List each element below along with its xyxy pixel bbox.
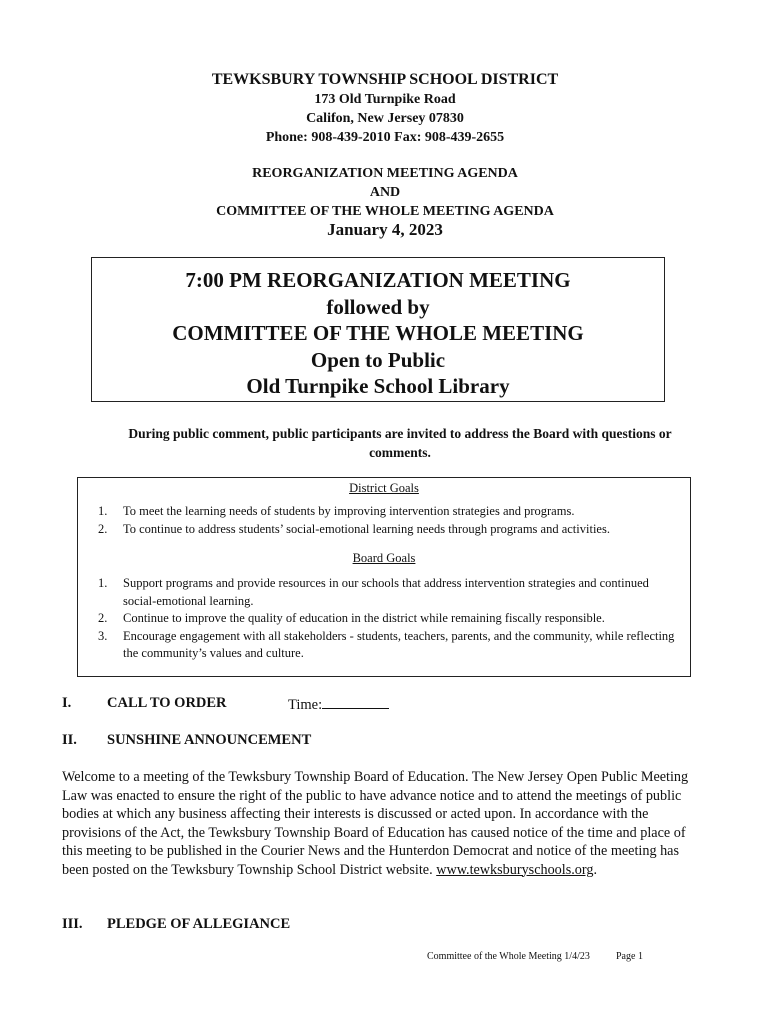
time-field xyxy=(288,695,389,714)
list-item: 1. Support programs and provide resources in our schools that address intervention strategies and continued social-emotional learning. xyxy=(98,576,649,608)
district-address: 173 Old Turnpike Road xyxy=(314,92,456,107)
website-link[interactable]: www.tewksburyschools.org xyxy=(436,861,594,878)
list-item: 2. To continue to address students’ social-emotional learning needs through programs and activities. xyxy=(98,521,610,536)
list-item: 2. Continue to improve the quality of education in the district while remaining fiscally responsible. xyxy=(98,611,605,625)
agenda-title-line2: AND xyxy=(369,185,401,200)
list-item: 1. To meet the learning needs of students by improving intervention strategies and programs. xyxy=(98,504,575,518)
board-goals-list xyxy=(98,575,678,663)
list-item: 3. Encourage engagement with all stakeholders - students, teachers, parents, and the community, while reflecting the community’s values and culture. xyxy=(98,628,675,660)
meeting-box-line4: Open to Public xyxy=(310,347,446,372)
meeting-date: January 4, 2023 xyxy=(327,220,443,239)
sunshine-announcement-text: Welcome to a meeting of the Tewksbury Township Board of Education. The New Jersey Open Public Meeting Law was enacted to ensure the right of the public to have advance notice and to attend the meetings of public bodies at which any business affecting their interests is discussed or acted upon. In accordance with the provisions of the Act, the Tewksbury Township Board of Education has caused notice of the time and place of this meeting to be published in the Courier News and the Hunterdon Democrat and notice of the meeting has been posted on the Tewksbury Township School District website. www.tewksburyschools.org. xyxy=(62,769,689,878)
meeting-box-line3: COMMITTEE OF THE WHOLE MEETING xyxy=(172,321,584,345)
meeting-box-line1: 7:00 PM REORGANIZATION MEETING xyxy=(185,268,571,292)
agenda-title-line1: REORGANIZATION MEETING AGENDA xyxy=(252,166,518,181)
agenda-title-line3: COMMITTEE OF THE WHOLE MEETING AGENDA xyxy=(216,204,554,219)
district-phone: Phone: 908-439-2010 Fax: 908-439-2655 xyxy=(265,130,505,145)
board-goals-title: Board Goals xyxy=(352,551,416,565)
public-comment-notice: During public comment, public participants are invited to address the Board with questions or comments. xyxy=(128,426,672,460)
time-blank xyxy=(322,695,389,709)
district-goals-list xyxy=(98,503,678,538)
time-label: Time: xyxy=(288,697,323,713)
district-name: TEWKSBURY TOWNSHIP SCHOOL DISTRICT xyxy=(211,71,559,88)
goals-box xyxy=(77,477,691,677)
agenda-title-block xyxy=(0,164,770,221)
meeting-box-line2: followed by xyxy=(326,294,430,319)
district-header xyxy=(0,70,770,147)
district-goals-title: District Goals xyxy=(349,481,419,495)
meeting-info-box xyxy=(91,257,665,402)
district-city: Califon, New Jersey 07830 xyxy=(306,111,464,126)
meeting-box-line5: Old Turnpike School Library xyxy=(246,374,510,398)
footer-page-number: Page 1 xyxy=(616,951,643,962)
footer-document-title: Committee of the Whole Meeting 1/4/23 xyxy=(427,951,590,962)
